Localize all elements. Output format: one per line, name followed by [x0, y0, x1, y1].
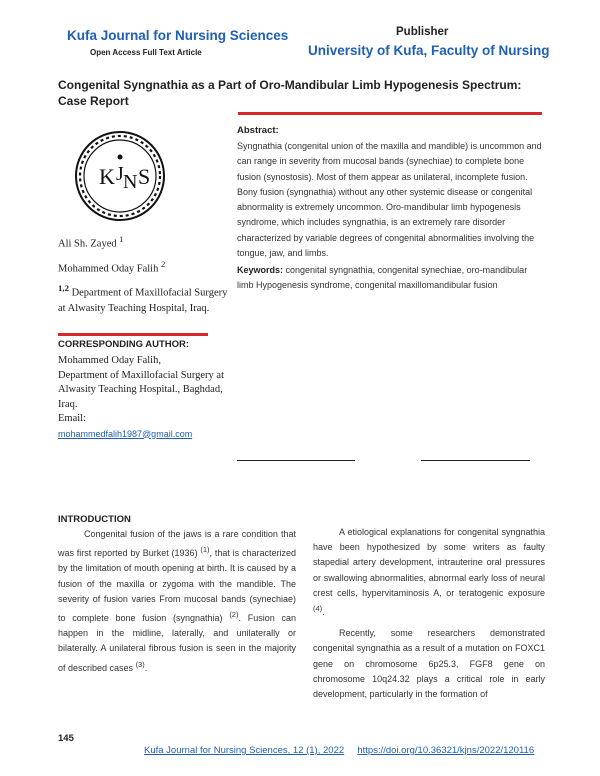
- affiliation: $^{1,2}$ Department of Maxillofacial Surgery at Alwasity Teaching Hospital, Iraq.: [58, 283, 228, 314]
- footer-citation: [144, 745, 534, 756]
- abstract-heading: Abstract:: [237, 125, 279, 136]
- svg-text:J: J: [116, 163, 124, 185]
- abstract-text: Syngnathia (congenital union of the maxilla and mandible) is uncommon and can range in severity from mucosal bands (synechiae) to complete bone fusion (synostosis). Most of them appear as unilateral, incomplete fusion. Bony fusion (syngnathia) without any other systemic disease or congenital abnormality is extremely uncommon. Oro-mandibular limb hypogenesis syndrome, which includes syngnathia, is an extremely rare disorder characterized by variable degrees of congenital abnormalities involving the tongue, jaw, and limbs.: [237, 141, 542, 259]
- keywords: Keywords: congenital syngnathia, congenital synechiae, oro-mandibular limb Hypogenesis syndrome, congenital maxillomandibular fusion: [237, 265, 528, 291]
- intro-column-left: [58, 527, 296, 682]
- author-2-sup: 2: [160, 258, 166, 269]
- kjns-seal-icon: [57, 126, 207, 224]
- corresponding-address: Department of Maxillofacial Surgery at Alwasity Teaching Hospital., Baghdad, Iraq.: [58, 369, 225, 410]
- title-red-rule: [238, 112, 542, 115]
- introduction-heading: INTRODUCTION: [58, 514, 131, 525]
- email-link[interactable]: mohammedfalih1987@gmail.com: [58, 428, 193, 439]
- divider-right: [421, 460, 530, 461]
- intro-paragraph-3: Recently, some researchers demonstrated congenital syngnathia as a result of a mutation on FOXC1 gene on chromosome 6p25.3, FGF8 gene on chromosome 10q24.32 plays a critical role in early development, particularly in the formation of: [313, 628, 545, 700]
- affiliation-sup: 1,2: [58, 283, 69, 293]
- intro-paragraph-2: A etiological explanations for congenital syngnathia have been hypothesized by some writers as faulty stapedial artery development, intrauterine oral pressures or swallowing abnormalities, abnormal early loss of neural crest cells, hypervitaminosis A, or teratogenic exposure $^{(4)}$.: [313, 527, 545, 618]
- corresponding-name: Mohammed Oday Falih,: [58, 355, 161, 366]
- divider-left: [237, 460, 355, 461]
- author-2: Mohammed Oday Falih $^2$: [58, 258, 166, 274]
- publisher-name: University of Kufa, Faculty of Nursing: [308, 43, 550, 58]
- page-number: 145: [58, 733, 74, 744]
- corresponding-author-heading: CORRESPONDING AUTHOR:: [58, 339, 190, 350]
- intro-paragraph-1: Congenital fusion of the jaws is a rare condition that was first reported by Burket (1936) $^{(1)}$, that is characterized by the limitation of mouth opening at birth. It is caused by a fusion of the maxilla or zygoma with the mandible. The severity of fusion varies From mucosal bands (synechiae) to complete bone fusion (syngnathia) $^{(2)}$. Fusion can happen in the midline, laterally, and unilaterally or bilaterally. A unilateral fibrous fusion is seen in the majority of described cases $^{(3)}$.: [58, 529, 296, 673]
- svg-text:N: N: [123, 171, 138, 193]
- article-title: Congenital Syngnathia as a Part of Oro-Mandibular Limb Hypogenesis Spectrum: Case Report: [58, 78, 522, 108]
- journal-citation-link[interactable]: Kufa Journal for Nursing Sciences, 12 (1), 2022: [144, 745, 345, 756]
- journal-logo: [57, 126, 207, 224]
- author-1-sup: 1: [119, 234, 124, 244]
- author-block: [58, 232, 228, 321]
- journal-title: Kufa Journal for Nursing Sciences: [67, 28, 289, 43]
- author-1: Ali Sh. Zayed $^1$: [58, 234, 124, 250]
- email-label: Email:: [58, 413, 86, 424]
- open-access-label: Open Access Full Text Article: [90, 48, 202, 57]
- keywords-label: Keywords:: [237, 265, 284, 275]
- publisher-label: Publisher: [396, 26, 449, 38]
- doi-link[interactable]: https://doi.org/10.36321/kjns/2022/120116: [357, 745, 535, 756]
- svg-text:K: K: [99, 164, 115, 189]
- intro-column-right: [313, 525, 545, 708]
- author-red-rule: [58, 333, 208, 336]
- corresponding-author-block: [58, 354, 233, 442]
- svg-text:S: S: [138, 164, 151, 189]
